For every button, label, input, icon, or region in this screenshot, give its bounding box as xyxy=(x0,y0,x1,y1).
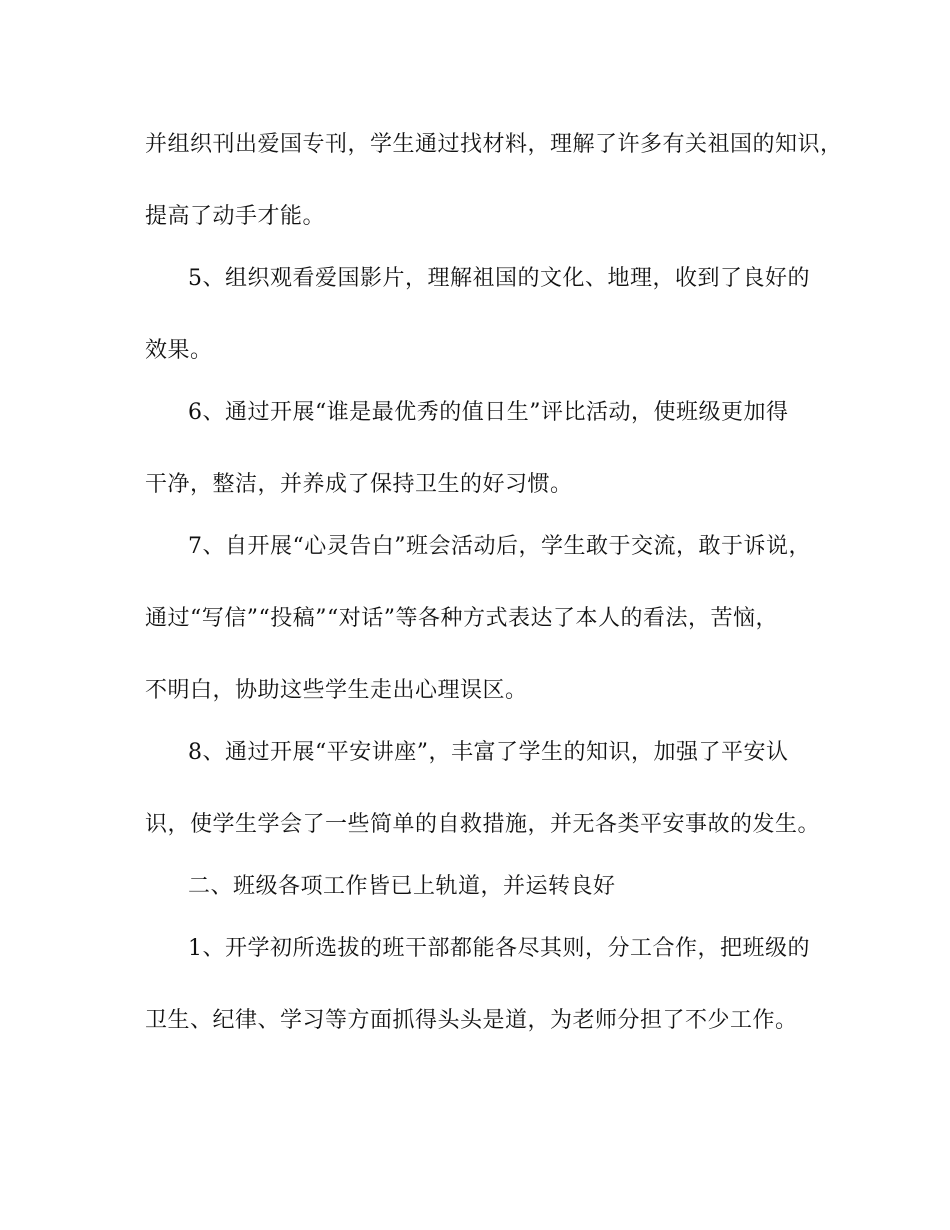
text-line: 通过“写信”“投稿”“对话”等各种方式表达了本人的看法，苦恼， xyxy=(145,606,778,631)
text-line: 7、自开展“心灵告白”班会活动后，学生敢于交流，敢于诉说， xyxy=(188,534,811,559)
text-line: 效果。 xyxy=(145,338,213,363)
text-line: 卫生、纪律、学习等方面抓得头头是道，为老师分担了不少工作。 xyxy=(145,1008,798,1033)
text-line: 提高了动手才能。 xyxy=(145,204,326,229)
section-heading: 二、班级各项工作皆已上轨道，并运转良好 xyxy=(188,874,616,899)
text-line: 8、通过开展“平安讲座”，丰富了学生的知识，加强了平安认 xyxy=(188,740,789,765)
text-line: 识，使学生学会了一些简单的自救措施，并无各类平安事故的发生。 xyxy=(145,812,821,837)
text-line: 5、组织观看爱国影片，理解祖国的文化、地理，收到了良好的 xyxy=(188,266,810,291)
text-line: 1、开学初所选拔的班干部都能各尽其则，分工合作，把班级的 xyxy=(188,936,810,961)
text-line: 6、通过开展“谁是最优秀的值日生”评比活动，使班级更加得 xyxy=(188,400,789,425)
text-line: 并组织刊出爱国专刊，学生通过找材料，理解了许多有关祖国的知识， xyxy=(145,132,843,157)
text-line: 不明白，协助这些学生走出心理误区。 xyxy=(145,678,528,703)
text-line: 干净，整洁，并养成了保持卫生的好习惯。 xyxy=(145,472,573,497)
